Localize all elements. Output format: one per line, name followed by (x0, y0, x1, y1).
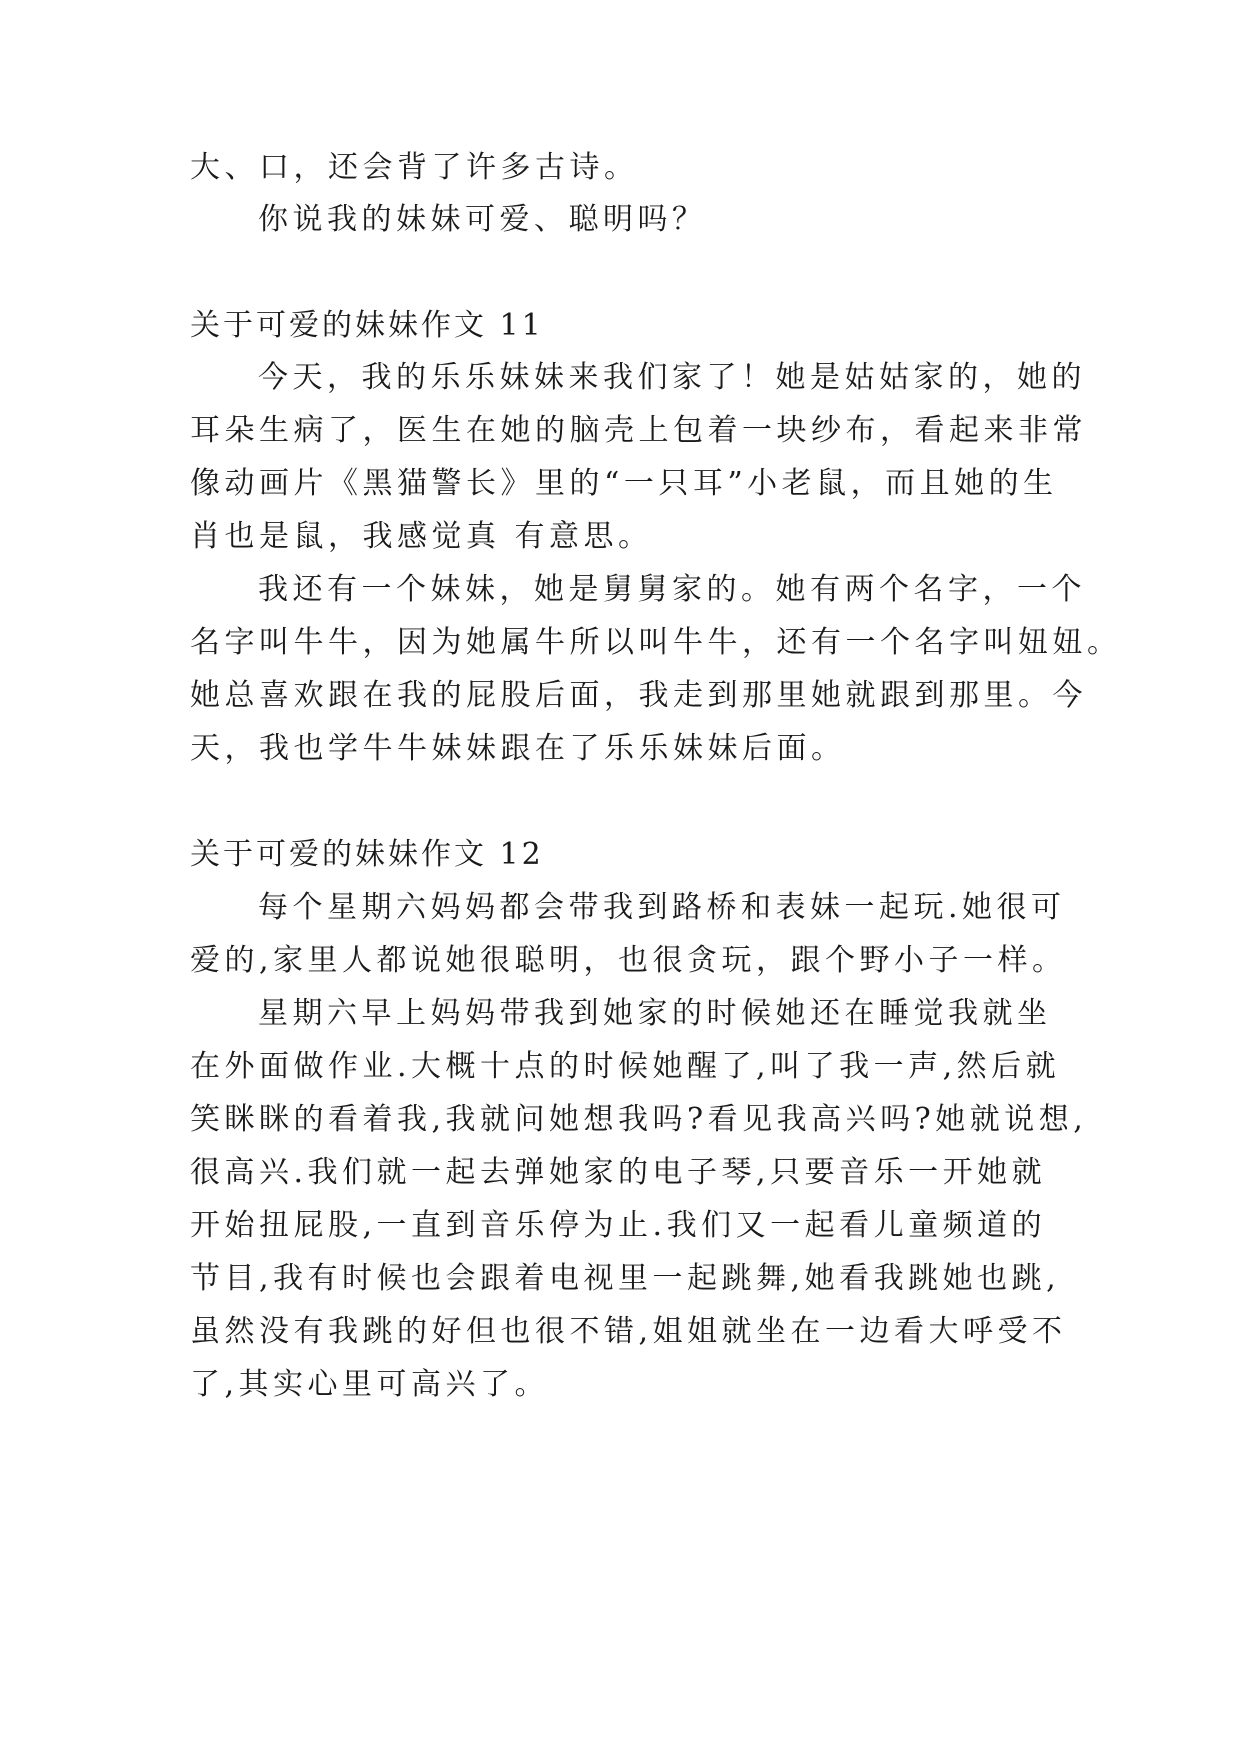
paragraph-line: 星期六早上妈妈带我到她家的时候她还在睡觉我就坐 (258, 996, 1052, 1031)
paragraph-line: 你说我的妹妹可爱、聪明吗？ (258, 202, 707, 237)
paragraph-line: 笑眯眯的看着我,我就问她想我吗?看见我高兴吗?她就说想, (190, 1102, 1088, 1137)
paragraph-line: 名字叫牛牛，因为她属牛所以叫牛牛，还有一个名字叫妞妞。 (190, 625, 1122, 660)
paragraph-line: 天，我也学牛牛妹妹跟在了乐乐妹妹后面。 (190, 731, 846, 766)
essay-heading: 关于可爱的妹妹作文 12 (190, 837, 544, 872)
paragraph-line: 很高兴.我们就一起去弹她家的电子琴,只要音乐一开她就 (190, 1155, 1047, 1190)
paragraph-line: 大、口，还会背了许多古诗。 (190, 150, 639, 185)
paragraph-line: 我还有一个妹妹，她是舅舅家的。她有两个名字，一个 (258, 572, 1086, 607)
paragraph-line: 爱的,家里人都说她很聪明，也很贪玩，跟个野小子一样。 (190, 943, 1067, 978)
paragraph-line: 节目,我有时候也会跟着电视里一起跳舞,她看我跳她也跳, (190, 1261, 1061, 1296)
paragraph-line: 每个星期六妈妈都会带我到路桥和表妹一起玩.她很可 (258, 890, 1066, 925)
paragraph-line: 肖也是鼠，我感觉真 有意思。 (190, 519, 653, 554)
paragraph-line: 像动画片《黑猫警长》里的“一只耳”小老鼠，而且她的生 (190, 466, 1058, 501)
paragraph-line: 虽然没有我跳的好但也很不错,姐姐就坐在一边看大呼受不 (190, 1314, 1067, 1349)
paragraph-line: 她总喜欢跟在我的屁股后面，我走到那里她就跟到那里。今 (190, 678, 1087, 713)
paragraph-line: 今天，我的乐乐妹妹来我们家了！她是姑姑家的，她的 (258, 360, 1086, 395)
essay-heading: 关于可爱的妹妹作文 11 (190, 308, 544, 343)
paragraph-line: 开始扭屁股,一直到音乐停为止.我们又一起看儿童频道的 (190, 1208, 1047, 1243)
paragraph-line: 了,其实心里可高兴了。 (190, 1367, 550, 1402)
paragraph-line: 在外面做作业.大概十点的时候她醒了,叫了我一声,然后就 (190, 1049, 1061, 1084)
paragraph-line: 耳朵生病了，医生在她的脑壳上包着一块纱布，看起来非常 (190, 413, 1087, 448)
